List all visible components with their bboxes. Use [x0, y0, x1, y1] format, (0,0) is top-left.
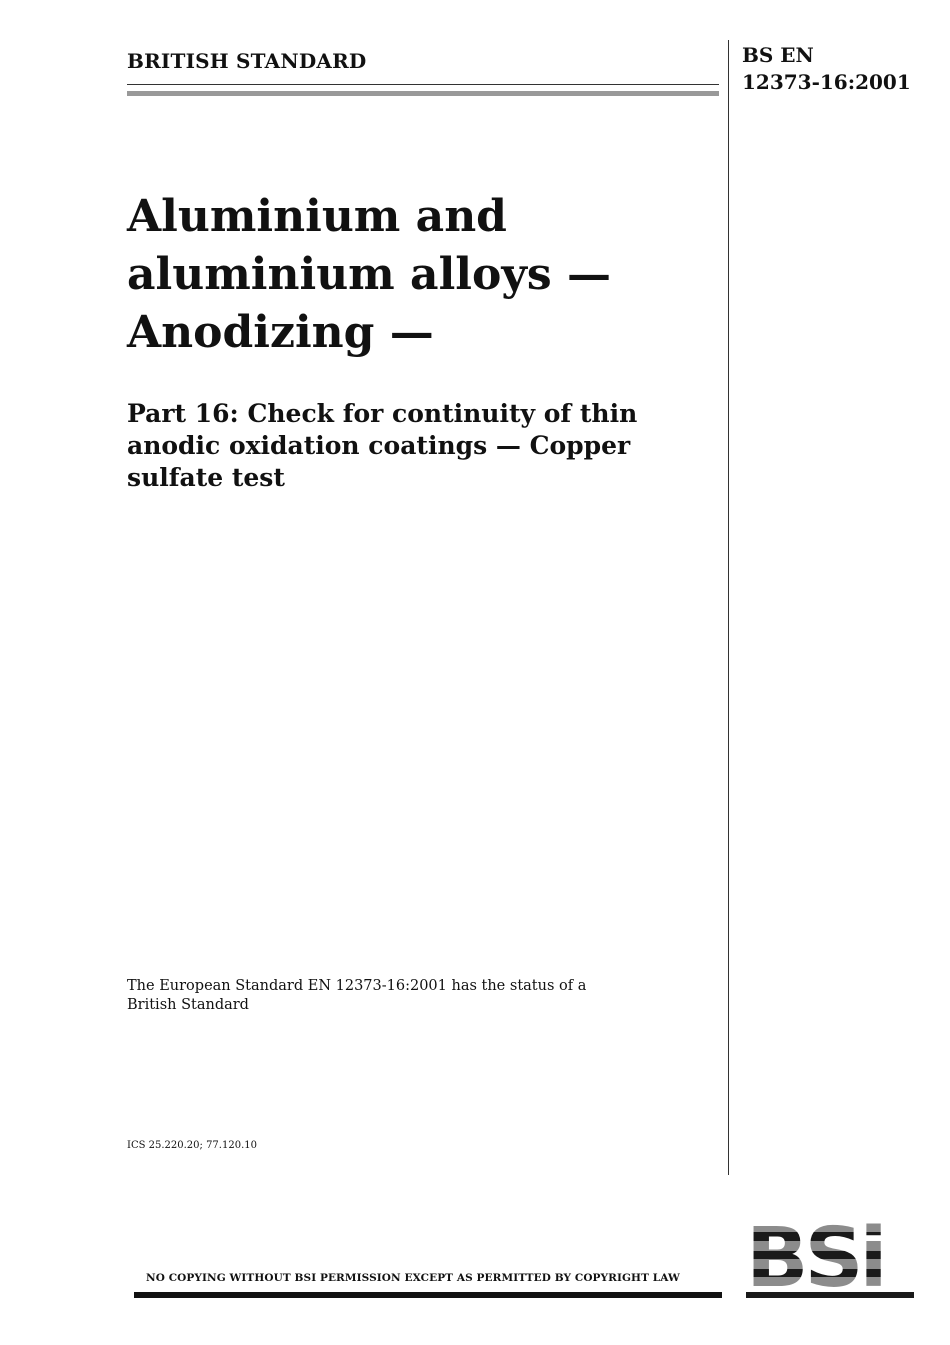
status-note-line-1: The European Standard EN 12373-16:2001 has the status of a [127, 978, 587, 994]
header-label: BRITISH STANDARD [127, 49, 367, 73]
title-line-2: aluminium alloys — [127, 249, 611, 300]
status-note-line-2: British Standard [127, 997, 249, 1013]
title-line-1: Aluminium and [127, 191, 507, 242]
subtitle-line-2: anodic oxidation coatings — Copper [127, 431, 631, 460]
ics-code: ICS 25.220.20; 77.120.10 [127, 1140, 257, 1151]
header-rule-thick [127, 91, 719, 96]
status-note [127, 977, 586, 1015]
standard-number-code: 12373-16:2001 [742, 70, 911, 94]
copyright-notice: NO COPYING WITHOUT BSI PERMISSION EXCEPT AS PERMITTED BY COPYRIGHT LAW [146, 1272, 680, 1284]
subtitle-line-1: Part 16: Check for continuity of thin [127, 399, 638, 428]
document-title [127, 188, 707, 362]
standard-number-prefix: BS EN [742, 43, 814, 67]
title-line-3: Anodizing — [127, 307, 434, 358]
bsi-logo-icon [746, 1220, 914, 1300]
vertical-divider [728, 40, 729, 1175]
footer-rule [134, 1292, 722, 1298]
standard-number [742, 42, 911, 96]
header-rule-thin [127, 84, 719, 85]
document-subtitle [127, 398, 717, 494]
subtitle-line-3: sulfate test [127, 463, 285, 492]
